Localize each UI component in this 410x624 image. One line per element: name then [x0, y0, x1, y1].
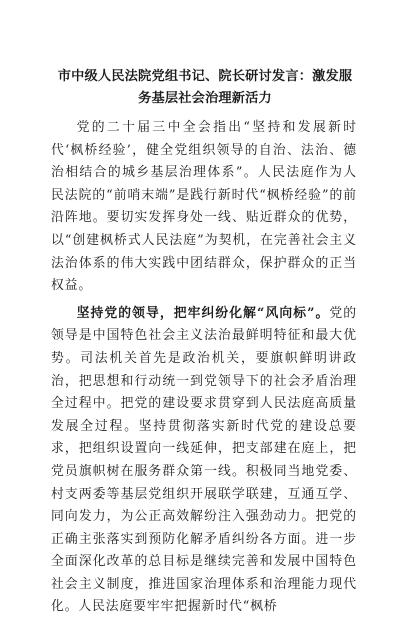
document-body — [51, 117, 357, 624]
paragraph-lead-heading: 坚持党的领导，把牢纠纷化解“风向标”。 — [76, 305, 330, 321]
paragraph-body-text: 党的领导是中国特色社会主义法治最鲜明特征和最大优势。司法机关首先是政治机关，要旗帜鲜明讲政治，把思想和行动统一到党领导下的社会矛盾治理全过程中。把党的建设要求贯穿到人民法庭高质量发展全过程。坚持贯彻落实新时代党的建设总要求，把组织设置向一线延伸，把支部建在庭上，把党员旗帜树在服务群众第一线。积极同当地党委、村支两委等基层党组织开展联学联建，互通互学、同向发力，为公正高效解纷注入强劲动力。把党的正确主张落实到预防化解矛盾纠纷各方面。进一步全面深化改革的总目标是继续完善和发展中国特色社会主义制度，推进国家治理体系和治理能力现代化。人民法庭要牢牢把握新时代“枫桥 — [51, 305, 357, 615]
paragraph-party-leadership — [51, 303, 357, 619]
document-title: 市中级人民法院党组书记、院长研讨发言：激发服务基层社会治理新活力 — [57, 69, 353, 106]
paragraph-intro: 党的二十届三中全会指出“坚持和发展新时代‘枫桥经验’，健全党组织领导的自治、法治、德治相结合的城乡基层治理体系”。人民法庭作为人民法院的“前哨末端”是践行新时代“枫桥经验”的前沿阵地。要切实发挥身处一线、贴近群众的优势，以“创建枫桥式人民法庭”为契机，在完善社会主义法治体系的伟大实践中团结群众，保护群众的正当权益。 — [51, 120, 357, 294]
